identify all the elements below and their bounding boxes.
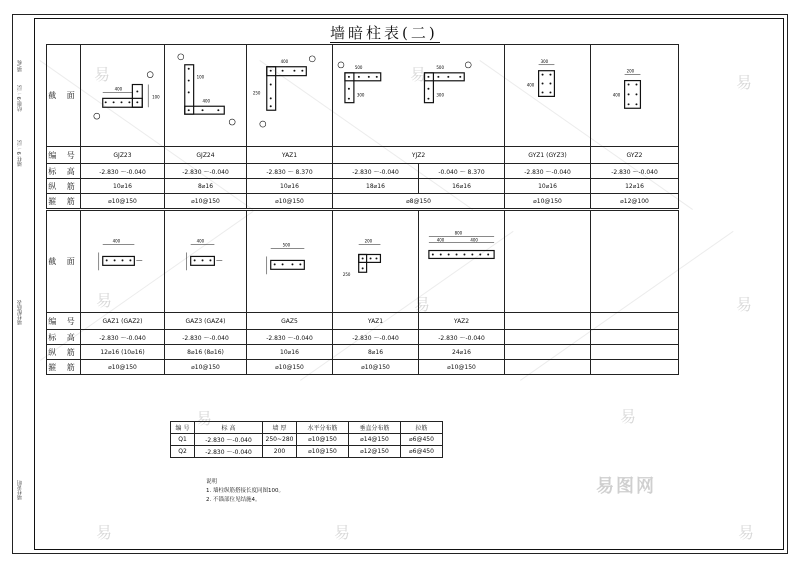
wall-table-header (171, 422, 443, 434)
svg-text:400: 400 (612, 92, 621, 98)
row-label-stirrup: 箍 筋 (47, 194, 81, 209)
row-label-section: 截 面 (47, 45, 81, 147)
cell-stirrup: ⌀10@150 (247, 360, 333, 375)
cell-elevation: -2.830 ～-0.040 (333, 330, 419, 345)
cell-id: YAZ2 (419, 313, 505, 330)
side-label: 墙柱说明 (17, 480, 23, 500)
wall-cell: -2.830 ～-0.040 (195, 434, 263, 446)
cell-id: GJZ23 (81, 147, 165, 164)
elevation-row (47, 164, 679, 179)
cell-elevation: -2.830 ～-0.040 (591, 164, 679, 179)
svg-text:100: 100 (196, 74, 205, 80)
cell-stirrup-merged: ⌀8@150 (333, 194, 505, 209)
cell-elevation: -2.830 ～-0.040 (419, 330, 505, 345)
title-underline (330, 42, 440, 43)
row-label-elevation: 标 高 (47, 330, 81, 345)
cell-id: GAZ5 (247, 313, 333, 330)
cell-stirrup: ⌀10@150 (247, 194, 333, 209)
cell-stirrup: ⌀10@150 (419, 360, 505, 375)
wall-header-cell: 水平分布筋 (297, 422, 349, 434)
watermark-glyph: 易 (196, 409, 213, 428)
watermark-glyph: 易 (96, 291, 113, 310)
svg-text:400: 400 (470, 237, 478, 243)
wall-cell: ⌀12@150 (349, 446, 401, 458)
section-sketch-yaz1-b (333, 211, 419, 313)
cell-id: GYZ2 (591, 147, 679, 164)
svg-text:400: 400 (114, 86, 123, 92)
cell-longitudinal: 10⌀16 (247, 345, 333, 360)
wall-header-cell: 垂直分布筋 (349, 422, 401, 434)
cell-elevation (591, 330, 679, 345)
cell-id: YJZ2 (333, 147, 505, 164)
row-label-id: 编 号 (47, 313, 81, 330)
cell-stirrup: ⌀10@150 (165, 194, 247, 209)
note-item: 1. 墙柱纵筋搭接长度同图100。 (206, 488, 284, 494)
section-row (47, 45, 679, 147)
cell-elevation: -2.830 ～-0.040 (333, 164, 419, 179)
section-sketch-yjz2 (333, 45, 505, 147)
cell-stirrup: ⌀10@150 (333, 360, 419, 375)
watermark-glyph: 易 (410, 65, 427, 84)
row-label-stirrup: 箍 筋 (47, 360, 81, 375)
cell-longitudinal: 16⌀16 (419, 179, 505, 194)
cell-elevation: -2.830 ～ 8.370 (247, 164, 333, 179)
wall-cell: 250~280 (263, 434, 297, 446)
wall-cell: Q1 (171, 434, 195, 446)
cell-elevation: -2.830 ～-0.040 (165, 164, 247, 179)
cell-elevation: -2.830 ～-0.040 (505, 164, 591, 179)
longitudinal-row (47, 345, 679, 360)
cell-longitudinal: 8⌀16 (8⌀16) (165, 345, 247, 360)
note-item: 2. 不锚部位见结施4。 (206, 497, 261, 503)
watermark-glyph: 易 (414, 295, 431, 314)
section-sketch-gaz5 (247, 211, 333, 313)
svg-text:300: 300 (540, 59, 549, 65)
row-label-id: 编 号 (47, 147, 81, 164)
svg-text:300: 300 (436, 92, 444, 98)
watermark-glyph: 易 (334, 523, 351, 542)
svg-text:400: 400 (280, 59, 289, 65)
row-label-elevation: 标 高 (47, 164, 81, 179)
cell-longitudinal: 10⌀16 (505, 179, 591, 194)
svg-text:200: 200 (364, 238, 373, 244)
svg-text:800: 800 (454, 230, 463, 236)
section-empty (591, 211, 679, 313)
wall-header-cell: 标 高 (195, 422, 263, 434)
svg-text:100: 100 (152, 94, 160, 100)
section-sketch-gyz2 (591, 45, 679, 147)
svg-text:300: 300 (356, 92, 365, 98)
cell-stirrup: ⌀10@150 (81, 360, 165, 375)
section-sketch-yaz2 (419, 211, 505, 313)
section-sketch-gjz23 (81, 45, 165, 147)
cell-stirrup: ⌀10@150 (165, 360, 247, 375)
svg-text:250: 250 (252, 90, 261, 96)
wall-cell: ⌀6@450 (401, 434, 443, 446)
svg-text:400: 400 (196, 238, 205, 244)
wall-cell: -2.830 ～-0.040 (195, 446, 263, 458)
watermark-glyph: 易 (94, 65, 111, 84)
side-label: 结施-9 二层 (17, 85, 23, 112)
watermark-glyph: 易 (96, 523, 113, 542)
cell-elevation: -2.830 ～-0.040 (81, 330, 165, 345)
wall-table (170, 421, 443, 458)
page-title: 墙暗柱表(二) (330, 24, 438, 42)
cell-longitudinal: 24⌀16 (419, 345, 505, 360)
column-table-1 (46, 44, 679, 209)
watermark-glyph: 易 (736, 73, 753, 92)
cell-longitudinal: 12⌀16 (591, 179, 679, 194)
row-label-section: 截 面 (47, 211, 81, 313)
stirrup-row (47, 360, 679, 375)
cell-stirrup (591, 360, 679, 375)
svg-text:250: 250 (342, 272, 351, 278)
watermark-glyph: 易 (620, 407, 637, 426)
cell-id: GYZ1 (GYZ3) (505, 147, 591, 164)
section-empty (505, 211, 591, 313)
svg-text:400: 400 (436, 237, 445, 243)
cell-id (505, 313, 591, 330)
cell-id: GAZ3 (GAZ4) (165, 313, 247, 330)
svg-text:500: 500 (282, 242, 291, 248)
stirrup-row (47, 194, 679, 209)
column-table-2 (46, 210, 679, 375)
wall-cell: ⌀14@150 (349, 434, 401, 446)
cell-elevation: -2.830 ～-0.040 (165, 330, 247, 345)
wall-header-cell: 编 号 (171, 422, 195, 434)
side-label: 墙柱 9 二层 (17, 140, 23, 167)
longitudinal-row (47, 179, 679, 194)
side-label: 墙柱配筋表 (17, 300, 23, 325)
cell-longitudinal: 8⌀16 (333, 345, 419, 360)
wall-table-row (171, 446, 443, 458)
cell-id: GAZ1 (GAZ2) (81, 313, 165, 330)
section-sketch-yaz1 (247, 45, 333, 147)
cell-id (591, 313, 679, 330)
cell-longitudinal: 10⌀16 (247, 179, 333, 194)
section-sketch-gyz1 (505, 45, 591, 147)
svg-text:500: 500 (436, 64, 444, 70)
cell-longitudinal: 18⌀16 (333, 179, 419, 194)
cell-longitudinal: 12⌀16 (10⌀16) (81, 345, 165, 360)
svg-text:400: 400 (112, 238, 121, 244)
wall-table-row (171, 434, 443, 446)
cell-longitudinal (591, 345, 679, 360)
watermark-glyph: 易 (738, 523, 755, 542)
cell-longitudinal (505, 345, 591, 360)
svg-text:400: 400 (202, 98, 211, 104)
wall-header-cell: 拉筋 (401, 422, 443, 434)
section-sketch-gaz1 (81, 211, 165, 313)
cell-stirrup (505, 360, 591, 375)
wall-cell: ⌀6@450 (401, 446, 443, 458)
cell-elevation: -2.830 ～-0.040 (247, 330, 333, 345)
svg-text:200: 200 (626, 68, 635, 74)
wall-header-cell: 墙 厚 (263, 422, 297, 434)
wall-cell: Q2 (171, 446, 195, 458)
watermark-glyph: 易 (736, 295, 753, 314)
side-label: 墙/栋 (17, 60, 23, 72)
elevation-row (47, 330, 679, 345)
cell-longitudinal: 10⌀16 (81, 179, 165, 194)
svg-text:400: 400 (526, 82, 535, 88)
cell-stirrup: ⌀10@150 (505, 194, 591, 209)
cell-elevation: -0.040 ～ 8.370 (419, 164, 505, 179)
row-label-longitudinal: 纵 筋 (47, 179, 81, 194)
cell-id: YAZ1 (247, 147, 333, 164)
cell-id: GJZ24 (165, 147, 247, 164)
watermark-brand: 易图网 (596, 476, 656, 497)
section-sketch-gaz3 (165, 211, 247, 313)
wall-cell: 200 (263, 446, 297, 458)
id-row (47, 147, 679, 164)
svg-text:500: 500 (354, 64, 363, 70)
side-title-strip (14, 40, 32, 540)
cell-elevation (505, 330, 591, 345)
id-row (47, 313, 679, 330)
notes-heading: 说明 (206, 479, 218, 485)
row-label-longitudinal: 纵 筋 (47, 345, 81, 360)
cell-stirrup: ⌀10@150 (81, 194, 165, 209)
notes-block (206, 478, 284, 505)
section-row (47, 211, 679, 313)
cell-id: YAZ1 (333, 313, 419, 330)
cell-longitudinal: 8⌀16 (165, 179, 247, 194)
cell-elevation: -2.830 ～-0.040 (81, 164, 165, 179)
cell-stirrup: ⌀12@100 (591, 194, 679, 209)
wall-cell: ⌀10@150 (297, 446, 349, 458)
section-sketch-gjz24 (165, 45, 247, 147)
wall-cell: ⌀10@150 (297, 434, 349, 446)
